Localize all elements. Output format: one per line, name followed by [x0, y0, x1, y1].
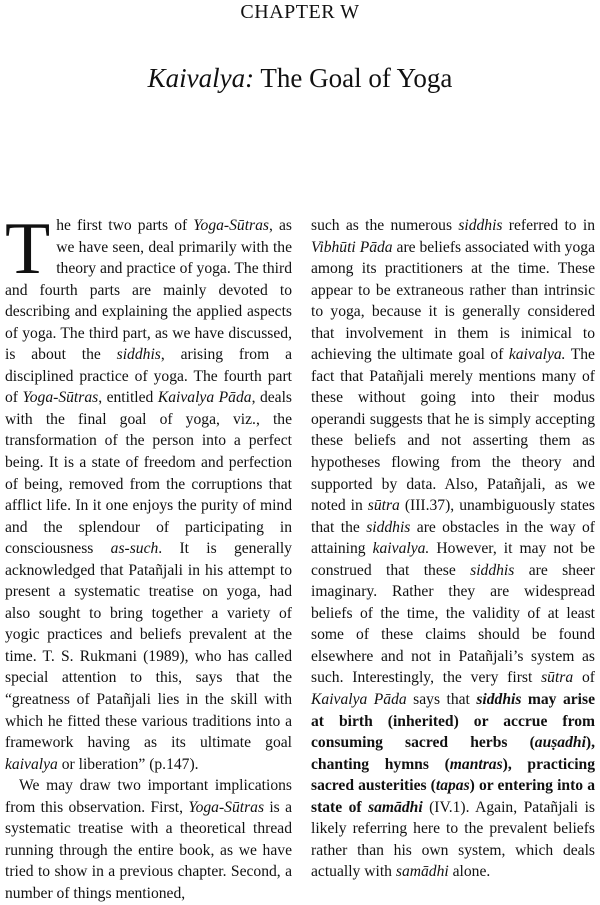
chapter-number: CHAPTER W	[240, 1, 360, 23]
right-column	[311, 215, 595, 883]
drop-cap: T	[5, 208, 51, 290]
chapter-title-rest: The Goal of Yoga	[254, 63, 453, 93]
chapter-title-italic: Kaivalya:	[147, 63, 255, 93]
chapter-title	[0, 62, 600, 94]
paragraph-2	[5, 775, 292, 904]
paragraph-2-text: We may draw two important implications from this observation. First, Yoga-Sūtras is a systematic treatise with a theoretical thread running through the entire book, as we have tried to show in a previous chapter. Second, a number of things mentioned,	[5, 777, 292, 902]
left-column	[5, 208, 292, 905]
paragraph-1	[5, 208, 292, 775]
paragraph-3-text: such as the numerous siddhis referred to in Vibhūti Pāda are beliefs associated with yoga among its practitioners at the time. These appear to be extraneous rather than intrinsic to yoga, because it is generally considered that involvement in them is inimical to achieving the ultimate goal of kaivalya. The fact that Patañjali merely mentions many of these without going into their modus operandi suggests that he is simply accepting these beliefs and not asserting them as hypotheses flowing from the theory and supported by data. Also, Patañjali, as we noted in sūtra (III.37), unambiguously states that the siddhis are obstacles in the way of attaining kaivalya. However, it may not be construed that these siddhis are sheer imaginary. Rather they are widespread beliefs of the time, the validity of at least some of these claims should be found elsewhere and not in Patañjali’s system as such. Interestingly, the very first sūtra of Kaivalya Pāda says that siddhis may arise at birth (inherited) or accrue from consuming sacred herbs (auṣadhi), chanting hymns (mantras), practicing sacred austerities (tapas) or entering into a state of samādhi (IV.1). Again, Patañjali is likely referring here to the prevalent beliefs rather than his own system, which deals actually with samādhi alone.	[311, 217, 596, 881]
paragraph-1-text: he first two parts of Yoga-Sūtras, as we have seen, deal primarily with the theory and practice of yoga. The third and fourth parts are mainly devoted to describing and explaining the applied aspects of yoga. The third part, as we have discussed, is about the siddhis, arising from a disciplined practice of yoga. The fourth part of Yoga-Sūtras, entitled Kaivalya Pāda, deals with the final goal of yoga, viz., the transformation of the person into a perfect being. It is a state of freedom and perfection of being, removed from the corruptions that afflict life. In it one enjoys the purity of mind and the splendour of participating in consciousness as-such. It is generally acknowledged that Patañjali in his attempt to present a systematic treatise on yoga, had also sought to bring together a variety of yogic practices and beliefs prevalent at the time. T. S. Rukmani (1989), who has called special attention to this, says that the “greatness of Patañjali lies in the skill with which he fitted these various traditions into a framework having as its ultimate goal kaivalya or liberation” (p.147).	[5, 217, 292, 773]
paragraph-3	[311, 215, 595, 883]
